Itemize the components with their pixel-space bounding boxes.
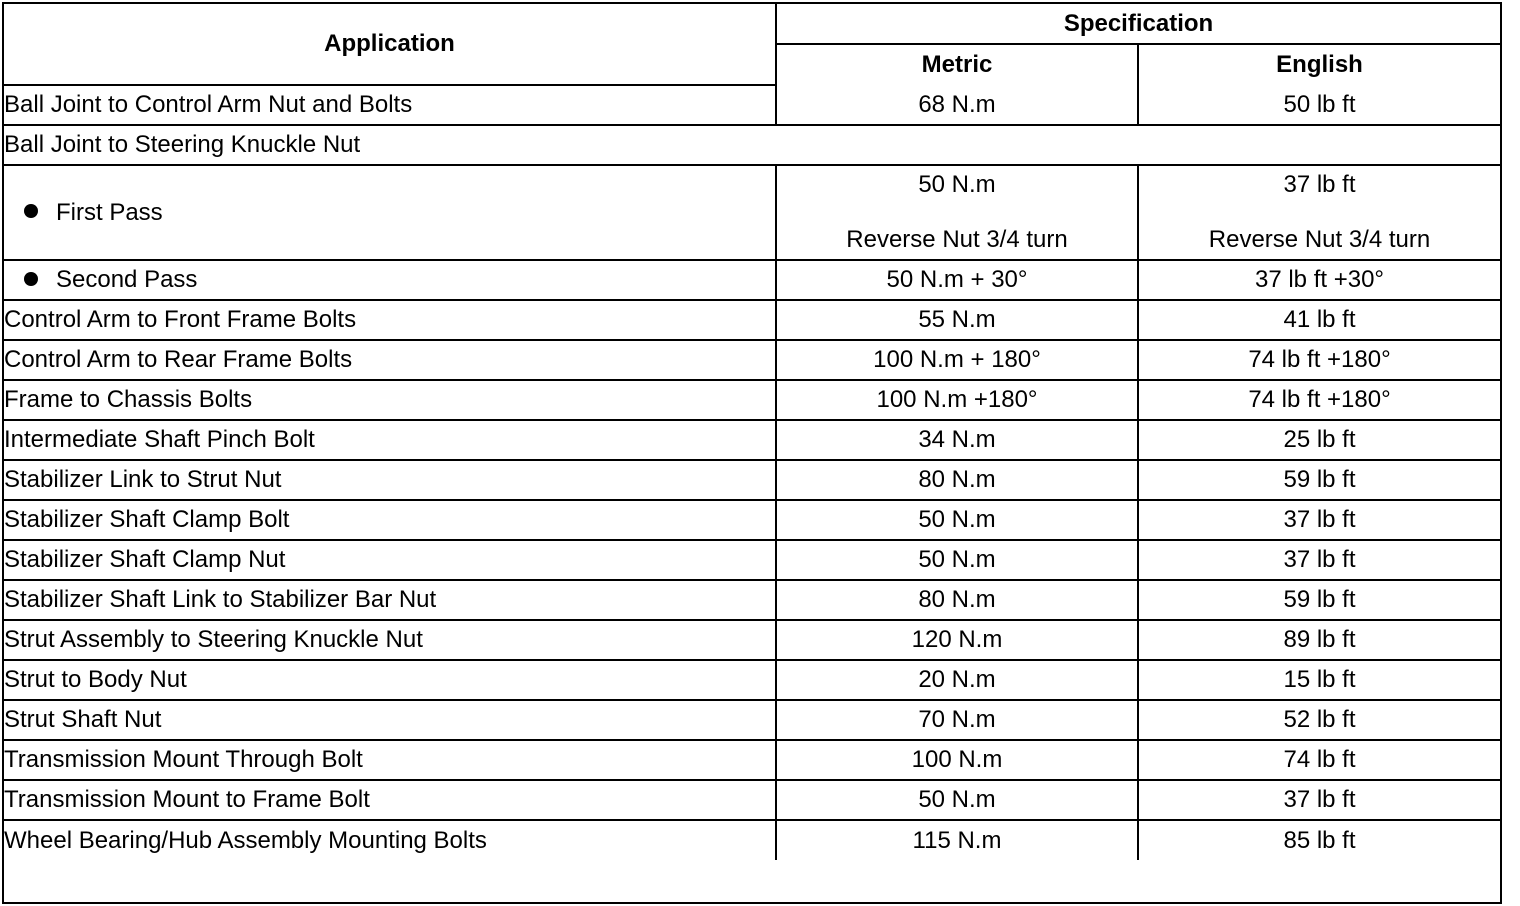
metric-cell: 50 N.m + 30°: [776, 260, 1138, 300]
torque-spec-table: [4, 4, 1500, 860]
application-cell: Intermediate Shaft Pinch Bolt: [4, 420, 776, 460]
table-row: [4, 380, 1500, 420]
application-cell: Stabilizer Shaft Clamp Nut: [4, 540, 776, 580]
application-cell: Frame to Chassis Bolts: [4, 380, 776, 420]
application-cell: Wheel Bearing/Hub Assembly Mounting Bolts: [4, 820, 776, 860]
application-label: First Pass: [56, 198, 163, 226]
english-cell: 50 lb ft: [1138, 85, 1500, 125]
bullet-icon: [24, 204, 38, 218]
table-row: [4, 340, 1500, 380]
application-label: Second Pass: [56, 266, 198, 293]
english-cell: 59 lb ft: [1138, 580, 1500, 620]
english-cell: 52 lb ft: [1138, 700, 1500, 740]
table-row: [4, 300, 1500, 340]
metric-value: 50 N.m: [918, 171, 996, 198]
application-cell: Control Arm to Front Frame Bolts: [4, 300, 776, 340]
metric-cell: 20 N.m: [776, 660, 1138, 700]
english-cell: 37 lb ft: [1138, 500, 1500, 540]
english-cell: [1138, 165, 1500, 260]
table-row: [4, 125, 1500, 165]
metric-cell: 50 N.m: [776, 500, 1138, 540]
metric-cell: 50 N.m: [776, 540, 1138, 580]
application-cell: Stabilizer Link to Strut Nut: [4, 460, 776, 500]
header-row-top: [4, 4, 1500, 44]
table-row: [4, 540, 1500, 580]
application-cell: Stabilizer Shaft Clamp Bolt: [4, 500, 776, 540]
application-cell: Ball Joint to Control Arm Nut and Bolts: [4, 85, 776, 125]
metric-cell: 100 N.m: [776, 740, 1138, 780]
metric-cell: 70 N.m: [776, 700, 1138, 740]
metric-cell: 68 N.m: [776, 85, 1138, 125]
english-cell: 15 lb ft: [1138, 660, 1500, 700]
application-cell: [4, 260, 776, 300]
english-cell: 74 lb ft: [1138, 740, 1500, 780]
table-row: [4, 460, 1500, 500]
metric-cell: 55 N.m: [776, 300, 1138, 340]
application-cell: Control Arm to Rear Frame Bolts: [4, 340, 776, 380]
english-cell: 25 lb ft: [1138, 420, 1500, 460]
table-row: [4, 85, 1500, 125]
table-row: [4, 420, 1500, 460]
metric-cell: [776, 165, 1138, 260]
table-row: [4, 580, 1500, 620]
metric-cell: 100 N.m + 180°: [776, 340, 1138, 380]
table-row: [4, 165, 1500, 260]
application-cell: Transmission Mount to Frame Bolt: [4, 780, 776, 820]
bullet-icon: [24, 272, 38, 286]
english-cell: 37 lb ft: [1138, 780, 1500, 820]
metric-cell: 50 N.m: [776, 780, 1138, 820]
table-row: [4, 700, 1500, 740]
table-row: [4, 620, 1500, 660]
table-row: [4, 740, 1500, 780]
application-cell: Transmission Mount Through Bolt: [4, 740, 776, 780]
application-group-cell: Ball Joint to Steering Knuckle Nut: [4, 125, 1500, 165]
application-cell: Stabilizer Shaft Link to Stabilizer Bar Nut: [4, 580, 776, 620]
english-cell: 85 lb ft: [1138, 820, 1500, 860]
english-cell: 74 lb ft +180°: [1138, 340, 1500, 380]
application-cell: [4, 165, 776, 260]
english-cell: 74 lb ft +180°: [1138, 380, 1500, 420]
table-row: [4, 660, 1500, 700]
spec-table-frame: [2, 2, 1502, 904]
english-header: English: [1138, 44, 1500, 85]
english-cell: 37 lb ft +30°: [1138, 260, 1500, 300]
metric-cell: 80 N.m: [776, 460, 1138, 500]
english-cell: 59 lb ft: [1138, 460, 1500, 500]
english-cell: 41 lb ft: [1138, 300, 1500, 340]
application-header: Application: [4, 4, 776, 85]
english-value: 37 lb ft: [1283, 171, 1356, 198]
english-cell: 89 lb ft: [1138, 620, 1500, 660]
metric-cell: 100 N.m +180°: [776, 380, 1138, 420]
metric-cell: 80 N.m: [776, 580, 1138, 620]
metric-note: Reverse Nut 3/4 turn: [846, 226, 1068, 253]
metric-cell: 34 N.m: [776, 420, 1138, 460]
table-row: [4, 260, 1500, 300]
application-cell: Strut Shaft Nut: [4, 700, 776, 740]
english-note: Reverse Nut 3/4 turn: [1208, 226, 1431, 253]
table-row: [4, 820, 1500, 860]
application-cell: Strut Assembly to Steering Knuckle Nut: [4, 620, 776, 660]
application-cell: Strut to Body Nut: [4, 660, 776, 700]
english-cell: 37 lb ft: [1138, 540, 1500, 580]
specification-header: Specification: [776, 4, 1500, 44]
metric-header: Metric: [776, 44, 1138, 85]
metric-cell: 120 N.m: [776, 620, 1138, 660]
metric-cell: 115 N.m: [776, 820, 1138, 860]
table-row: [4, 780, 1500, 820]
table-row: [4, 500, 1500, 540]
